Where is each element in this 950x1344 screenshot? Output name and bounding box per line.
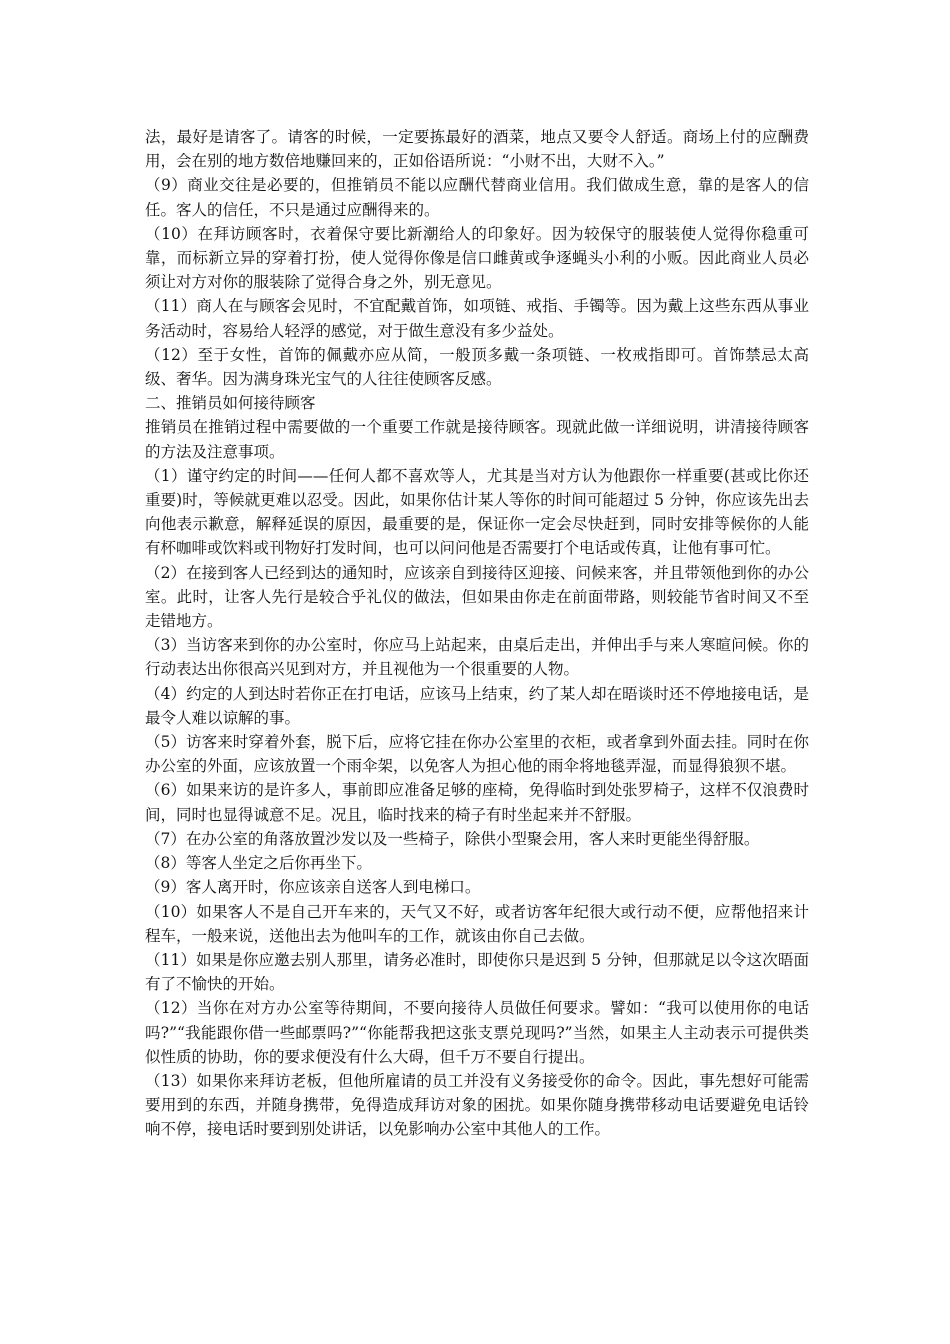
list-item-12: （12）当你在对方办公室等待期间，不要向接待人员做任何要求。譬如：“我可以使用你的电话吗?”“我能跟你借一些邮票吗?”“你能帮我把这张支票兑现吗?”当然，如果主人主动表示可提供类似性质的协助，你的要求便没有什么大碍，但千万不要自行提出。 bbox=[145, 999, 809, 1066]
list-item-2: （2）在接到客人已经到达的通知时，应该亲自到接待区迎接、问候来客，并且带领他到你的办公室。此时，让客人先行是较合乎礼仪的做法，但如果由你走在前面带路，则较能节省时间又不至走错地方。 bbox=[145, 563, 809, 631]
section-intro: 推销员在推销过程中需要做的一个重要工作就是接待顾客。现就此做一详细说明，讲清接待顾客的方法及注意事项。 bbox=[145, 418, 809, 461]
list-item-9: （9）客人离开时，你应该亲自送客人到电梯口。 bbox=[145, 878, 481, 897]
paragraph-item-11: （11）商人在与顾客会见时，不宜配戴首饰，如项链、戒指、手镯等。因为戴上这些东西从事业务活动时，容易给人轻浮的感觉，对于做生意没有多少益处。 bbox=[145, 297, 809, 340]
list-item-3: （3）当访客来到你的办公室时，你应马上站起来，由桌后走出，并伸出手与来人寒暄问候。你的行动表达出你很高兴见到对方，并且视他为一个很重要的人物。 bbox=[145, 636, 809, 679]
paragraph-item-9: （9）商业交往是必要的，但推销员不能以应酬代替商业信用。我们做成生意，靠的是客人的信任。客人的信任，不只是通过应酬得来的。 bbox=[145, 176, 809, 219]
list-item-6: （6）如果来访的是许多人，事前即应准备足够的座椅，免得临时到处张罗椅子，这样不仅浪费时间，同时也显得诚意不足。况且，临时找来的椅子有时坐起来并不舒服。 bbox=[145, 781, 809, 824]
list-item-11: （11）如果是你应邀去别人那里，请务必准时，即使你只是迟到 5 分钟，但那就足以令这次晤面有了不愉快的开始。 bbox=[145, 950, 809, 994]
section-heading: 二、推销员如何接待顾客 bbox=[145, 394, 316, 413]
paragraph-continuation: 法，最好是请客了。请客的时候，一定要拣最好的酒菜，地点又要令人舒适。商场上付的应酬费用，会在别的地方数倍地赚回来的，正如俗语所说：“小财不出，大财不入。” bbox=[145, 128, 809, 171]
list-item-8: （8）等客人坐定之后你再坐下。 bbox=[145, 854, 372, 873]
paragraph-item-12: （12）至于女性，首饰的佩戴亦应从简，一般顶多戴一条项链、一枚戒指即可。首饰禁忌太高级、奢华。因为满身珠光宝气的人往往使顾客反感。 bbox=[145, 345, 809, 389]
document-body bbox=[145, 125, 809, 1142]
list-item-13: （13）如果你来拜访老板，但他所雇请的员工并没有义务接受你的命令。因此，事先想好可能需要用到的东西，并随身携带，免得造成拜访对象的困扰。如果你随身携带移动电话要避免电话铃响不停，接电话时要到别处讲话，以免影响办公室中其他人的工作。 bbox=[145, 1071, 809, 1139]
list-item-5: （5）访客来时穿着外套，脱下后，应将它挂在你办公室里的衣柜，或者拿到外面去挂。同时在你办公室的外面，应该放置一个雨伞架，以免客人为担心他的雨伞将地毯弄湿，而显得狼狈不堪。 bbox=[145, 733, 809, 776]
paragraph-item-10: （10）在拜访顾客时，衣着保守要比新潮给人的印象好。因为较保守的服装使人觉得你稳重可靠，而标新立异的穿着打扮，使人觉得你像是信口雌黄或争逐蝇头小利的小贩。因此商业人员必须让对方对你的服装除了觉得合身之外，别无意见。 bbox=[145, 224, 809, 292]
list-item-4: （4）约定的人到达时若你正在打电话，应该马上结束，约了某人却在晤谈时还不停地接电话，是最令人难以谅解的事。 bbox=[145, 684, 809, 727]
list-item-10: （10）如果客人不是自己开车来的，天气又不好，或者访客年纪很大或行动不便，应帮他招来计程车，一般来说，送他出去为他叫车的工作，就该由你自己去做。 bbox=[145, 902, 809, 945]
list-item-1: （1）谨守约定的时间——任何人都不喜欢等人，尤其是当对方认为他跟你一样重要(甚或比你还重要)时，等候就更难以忍受。因此，如果你估计某人等你的时间可能超过 5 分钟，你应该先出去向他表示歉意，解释延误的原因，最重要的是，保证你一定会尽快赶到，同时安排等候你的人能有杯咖啡或饮料或刊物好打发时间，也可以问问他是否需要打个电话或传真，让他有事可忙。 bbox=[145, 466, 809, 558]
list-item-7: （7）在办公室的角落放置沙发以及一些椅子，除供小型聚会用，客人来时更能坐得舒服。 bbox=[145, 829, 760, 848]
